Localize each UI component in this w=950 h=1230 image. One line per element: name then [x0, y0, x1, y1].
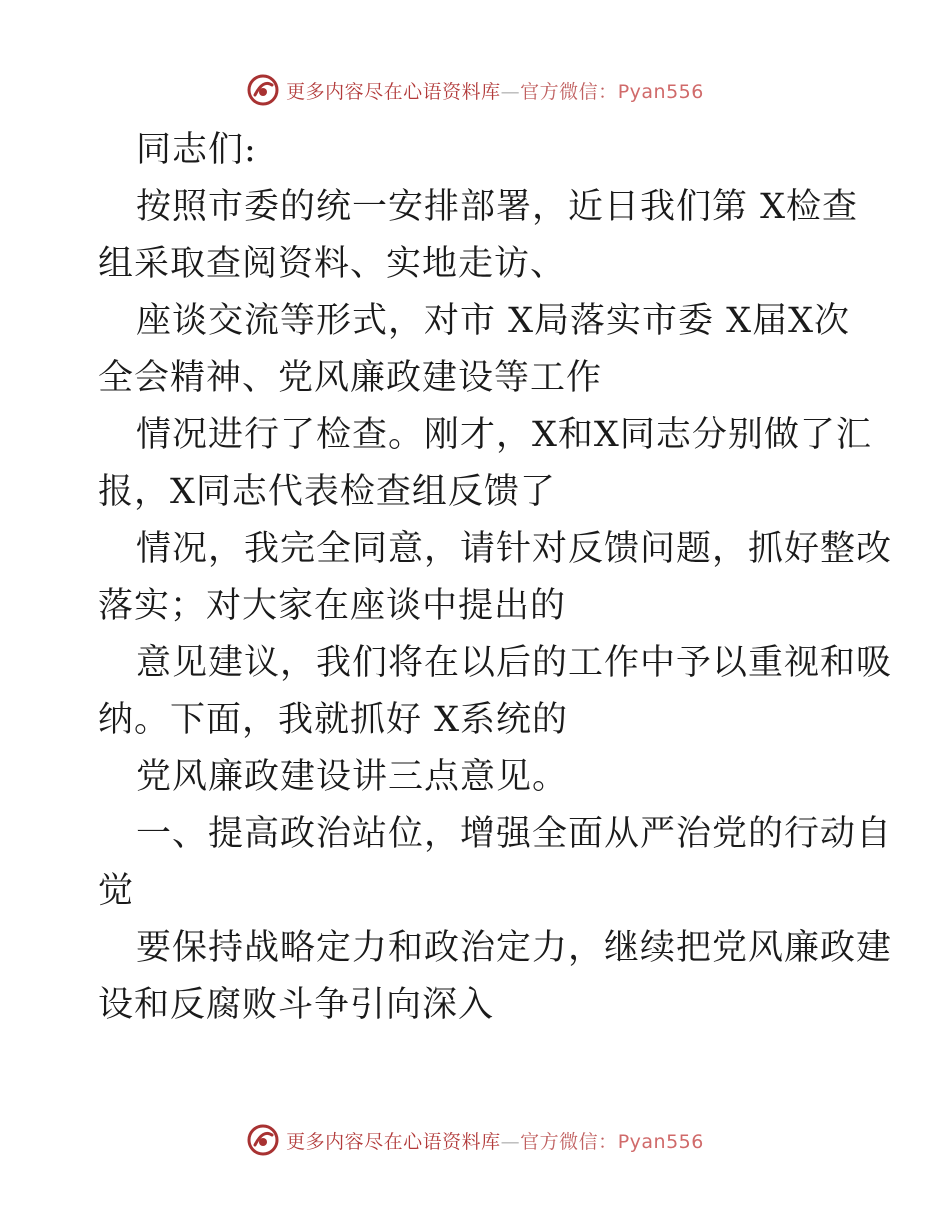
text-line: 全会精神、党风廉政建设等工作: [98, 358, 603, 398]
text-line: 按照市委的统一安排部署，近日我们第 X检查: [136, 187, 859, 227]
watermark-wechat-id: Pyan556: [617, 1130, 704, 1153]
section-heading: 一、提高政治站位，增强全面从严治党的行动自: [136, 814, 893, 854]
watermark-dash: —: [500, 1130, 521, 1153]
document-body: [98, 122, 893, 1034]
watermark-text: [286, 1127, 704, 1154]
watermark-text: [286, 77, 704, 104]
watermark-wechat-id: Pyan556: [617, 80, 704, 103]
text-line: 设和反腐败斗争引向深入: [98, 985, 495, 1025]
text-line: 落实；对大家在座谈中提出的: [98, 586, 567, 626]
watermark-wechat-label: 官方微信：: [520, 1130, 618, 1153]
watermark-dash: —: [500, 80, 521, 103]
watermark-main: 更多内容尽在心语资料库: [286, 80, 501, 103]
text-line: 组采取查阅资料、实地走访、: [98, 244, 567, 284]
text-line: 座谈交流等形式，对市 X局落实市委 X届X次: [136, 301, 851, 341]
brand-logo-icon: [246, 1123, 280, 1157]
text-line: 意见建议，我们将在以后的工作中予以重视和吸: [136, 643, 893, 683]
watermark-main: 更多内容尽在心语资料库: [286, 1130, 501, 1153]
text-line: 情况进行了检查。刚才，X和X同志分别做了汇: [136, 415, 872, 455]
text-line: 报，X同志代表检查组反馈了: [98, 472, 556, 512]
text-line: 同志们:: [136, 130, 257, 170]
section-heading-continued: 觉: [98, 871, 135, 911]
text-line: 党风廉政建设讲三点意见。: [136, 757, 569, 797]
text-line: 要保持战略定力和政治定力，继续把党风廉政建: [136, 928, 893, 968]
text-line: 情况，我完全同意，请针对反馈问题，抓好整改: [136, 529, 893, 569]
watermark-footer: [0, 1120, 950, 1160]
watermark-header: [0, 70, 950, 110]
text-line: 纳。下面，我就抓好 X系统的: [98, 700, 569, 740]
brand-logo-icon: [246, 73, 280, 107]
watermark-wechat-label: 官方微信：: [520, 80, 618, 103]
